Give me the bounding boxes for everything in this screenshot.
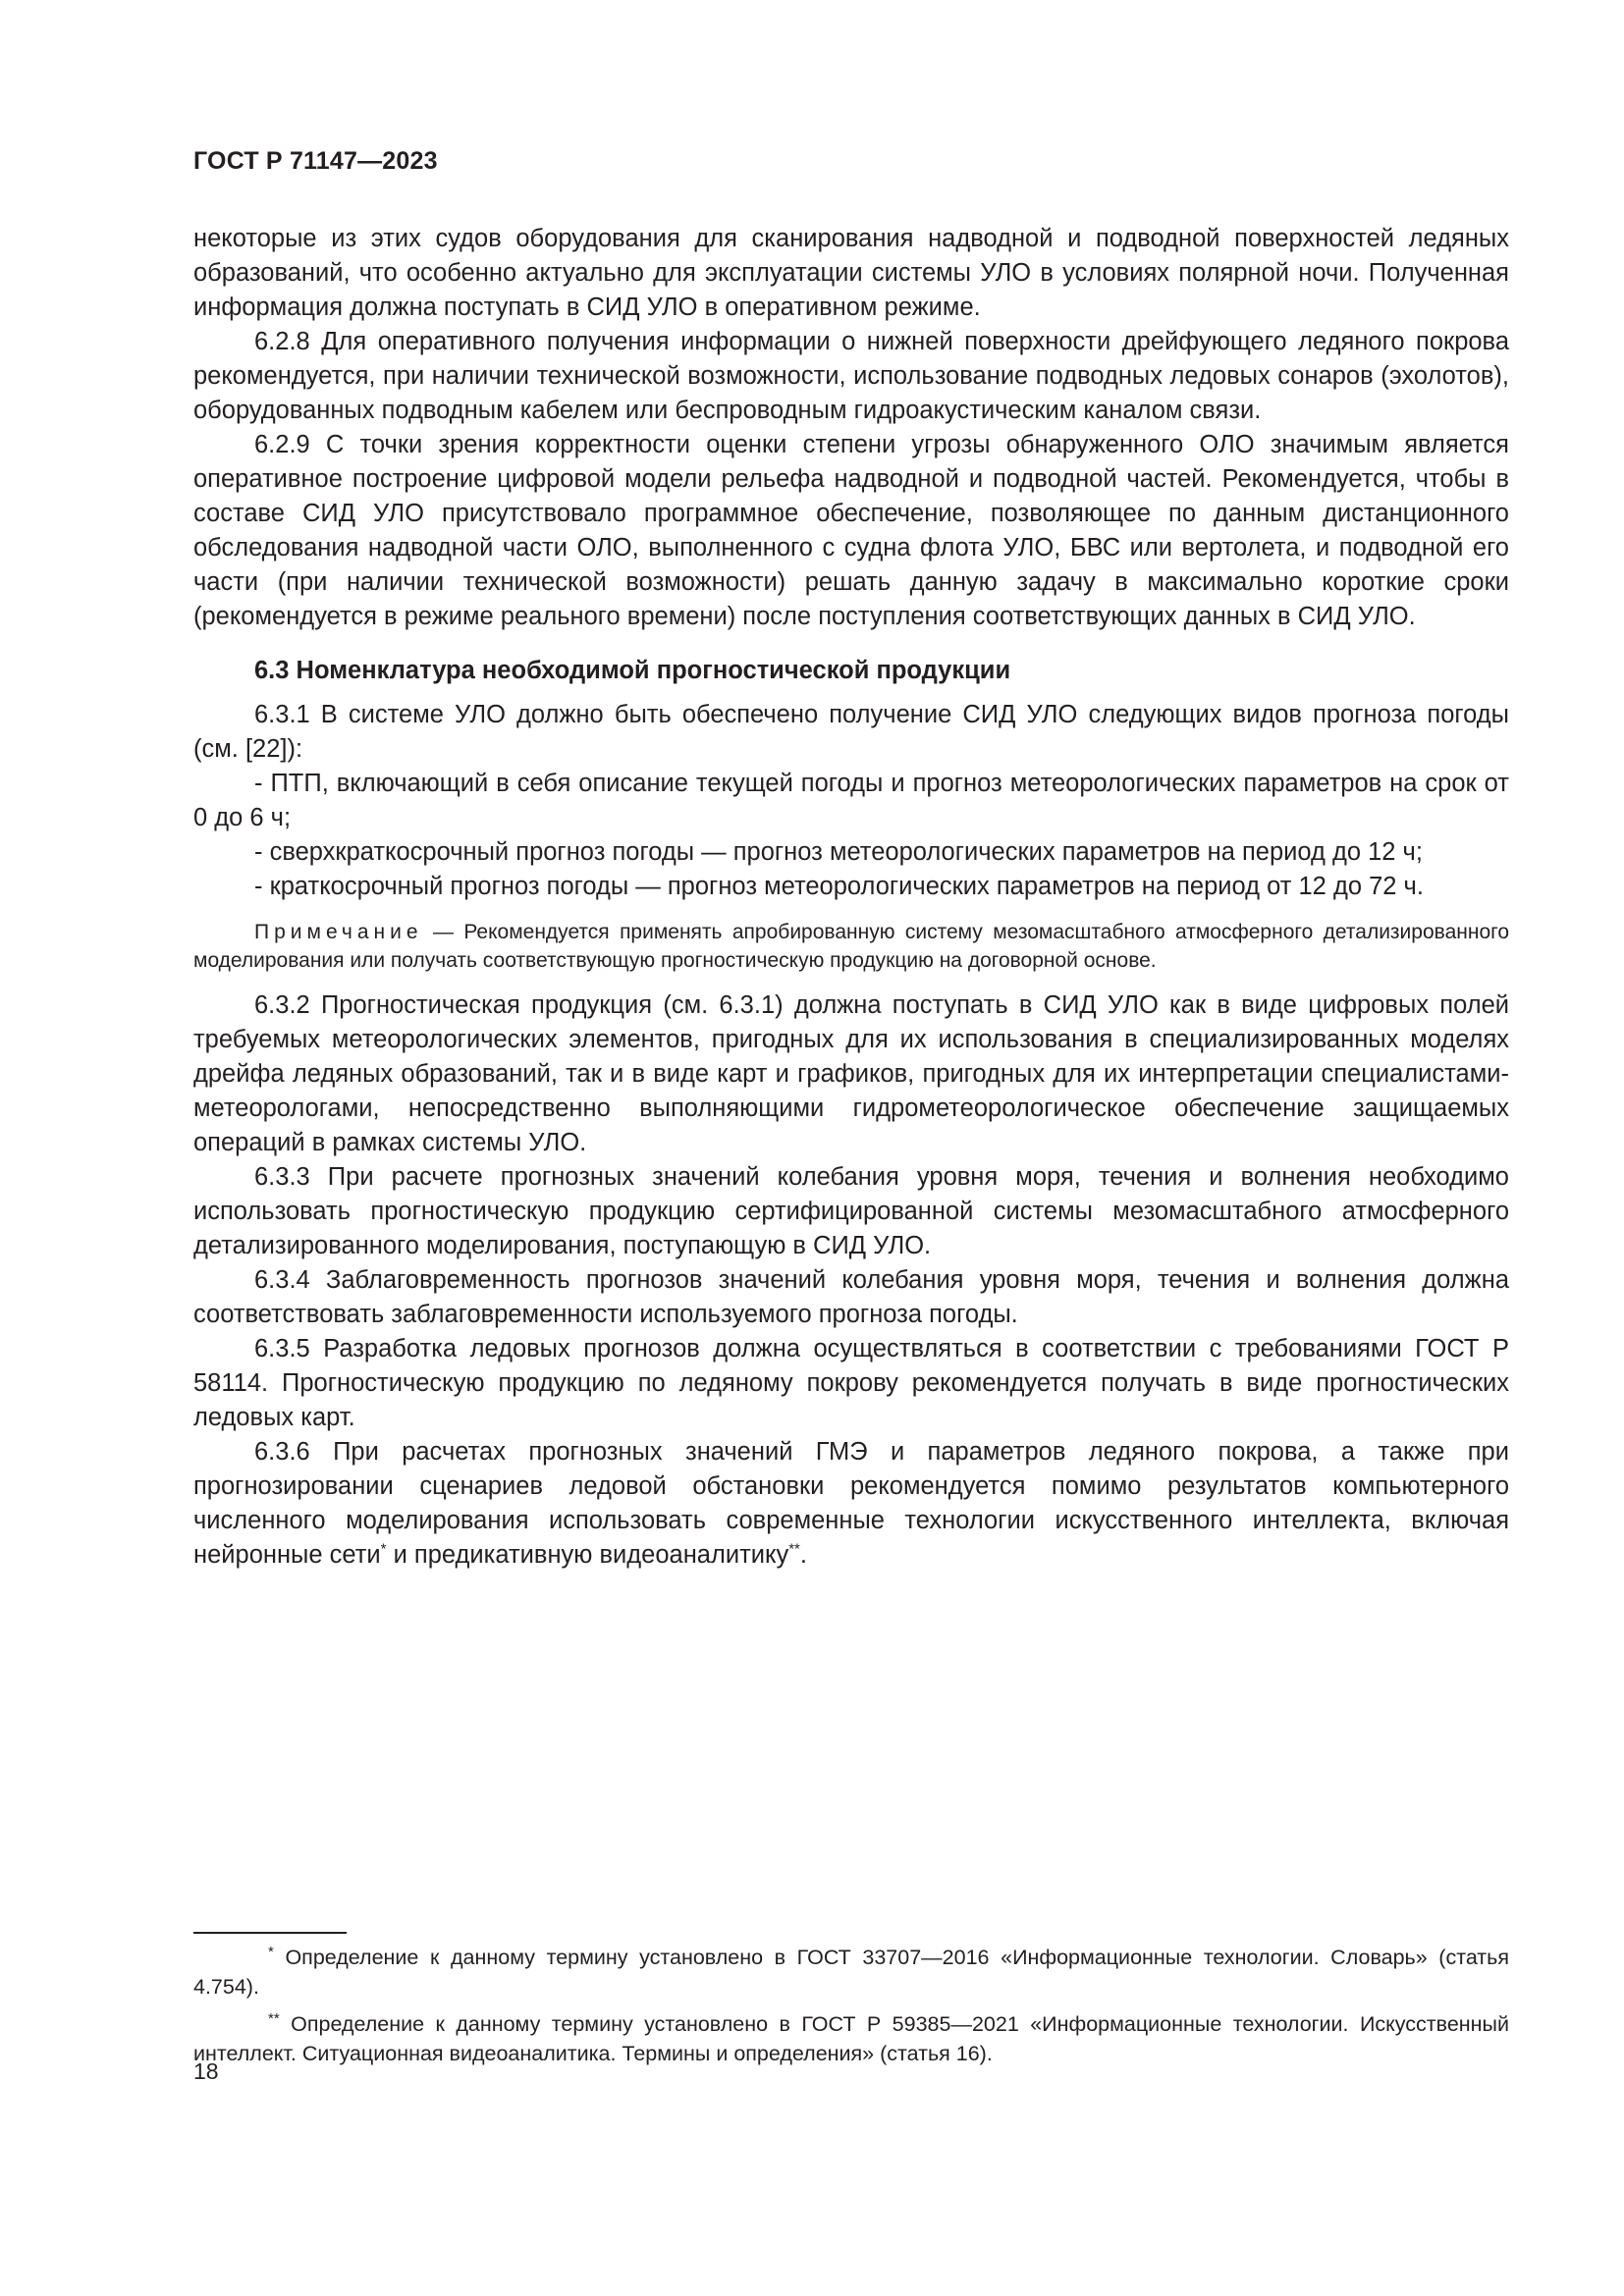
paragraph-6-3-2: 6.3.2 Прогностическая продукция (см. 6.3.1) должна поступать в СИД УЛО как в виде цифровых полей требуемых метеорологических элементов, пригодных для их использования в специализированных моделях дрейфа ледяных образований, так и в виде карт и графиков, пригодных для их интерпретации специалистами-метеорологами, непосредственно выполняющими гидрометеорологическое обеспечение защищаемых операций в рамках системы УЛО.	[193, 991, 1509, 1156]
paragraph-6-3-5: 6.3.5 Разработка ледовых прогнозов должна осуществляться в соответствии с требованиями ГОСТ Р 58114. Прогностическую продукцию по ледяному покрову рекомендуется получать в виде прогностических ледовых карт.	[193, 1335, 1509, 1431]
paragraph-6-3-6-part-b: и предикативную видеоаналитику	[386, 1541, 789, 1569]
paragraph-continuation: некоторые из этих судов оборудования для сканирования надводной и подводной поверхностей ледяных образований, что особенно актуально для эксплуатации системы УЛО в условиях полярной ночи. Полученная информация должна поступать в СИД УЛО в оперативном режиме.	[193, 225, 1509, 321]
note-text: — Рекомендуется применять апробированную систему мезомасштабного атмосферного детализированного моделирования или получать соответствующую прогностическую продукцию на договорной основе.	[193, 921, 1509, 972]
footnote-text: Определение к данному термину установлено в ГОСТ 33707—2016 «Информационные технологии. Словарь» (статья 4.754).	[193, 1946, 1509, 1999]
paragraph-6-3-6-part-a: 6.3.6 При расчетах прогнозных значений ГМЭ и параметров ледяного покрова, а также при прогнозировании сценариев ледовой обстановки рекомендуется помимо результатов компьютерного численного моделирования использовать современные технологии искусственного интеллекта, включая нейронные сети	[193, 1438, 1509, 1569]
page-number: 18	[193, 2058, 219, 2084]
paragraph-6-3-6-part-c: .	[799, 1541, 807, 1569]
footnote-text: Определение к данному термину установлено в ГОСТ Р 59385—2021 «Информационные технологии. Искусственный интеллект. Ситуационная видеоаналитика. Термины и определения» (статья 16).	[193, 2012, 1509, 2065]
footnote-separator	[193, 1932, 347, 1934]
list-item: - ПТП, включающий в себя описание текущей погоды и прогноз метеорологических параметров на срок от 0 до 6 ч;	[193, 770, 1509, 831]
list-item: - краткосрочный прогноз погоды — прогноз метеорологических параметров на период от 12 до 72 ч.	[254, 873, 1424, 900]
footnote-1	[193, 1943, 1509, 2002]
document-header: ГОСТ Р 71147—2023	[193, 147, 438, 175]
paragraph-6-3-1: 6.3.1 В системе УЛО должно быть обеспечено получение СИД УЛО следующих видов прогноза погоды (см. [22]):	[193, 701, 1509, 763]
footnote-mark: **	[268, 2009, 280, 2027]
section-title-6-3: 6.3 Номенклатура необходимой прогностической продукции	[254, 657, 1011, 684]
footnote-ref-1[interactable]: *	[380, 1540, 387, 1558]
body-text	[193, 222, 1509, 1573]
list-item: - сверхкраткосрочный прогноз погоды — прогноз метеорологических параметров на период до 12 ч;	[254, 838, 1423, 866]
footnotes	[193, 1943, 1509, 2076]
paragraph-6-2-9: 6.2.9 С точки зрения корректности оценки степени угрозы обнаруженного ОЛО значимым является оперативное построение цифровой модели рельефа надводной и подводной частей. Рекомендуется, чтобы в составе СИД УЛО присутствовало программное обеспечение, позволяющее по данным дистанционного обследования надводной части ОЛО, выполненного с судна флота УЛО, БВС или вертолета, и подводной его части (при наличии технической возможности) решать данную задачу в максимально короткие сроки (рекомендуется в режиме реального времени) после поступления соответствующих данных в СИД УЛО.	[193, 431, 1509, 630]
footnote-mark: *	[268, 1943, 274, 1960]
note-label: Примечание	[254, 921, 423, 943]
footnote-2	[193, 2009, 1509, 2068]
note	[193, 918, 1509, 975]
paragraph-6-3-3: 6.3.3 При расчете прогнозных значений колебания уровня моря, течения и волнения необходимо использовать прогностическую продукцию сертифицированной системы мезомасштабного атмосферного детализированного моделирования, поступающую в СИД УЛО.	[193, 1163, 1509, 1259]
paragraph-6-2-8: 6.2.8 Для оперативного получения информации о нижней поверхности дрейфующего ледяного покрова рекомендуется, при наличии технической возможности, использование подводных ледовых сонаров (эхолотов), оборудованных подводным кабелем или беспроводным гидроакустическим каналом связи.	[193, 328, 1509, 424]
paragraph-6-3-4: 6.3.4 Заблаговременность прогнозов значений колебания уровня моря, течения и волнения должна соответствовать заблаговременности используемого прогноза погоды.	[193, 1266, 1509, 1328]
footnote-ref-2[interactable]: **	[788, 1540, 800, 1558]
paragraph-6-3-6	[193, 1435, 1509, 1573]
